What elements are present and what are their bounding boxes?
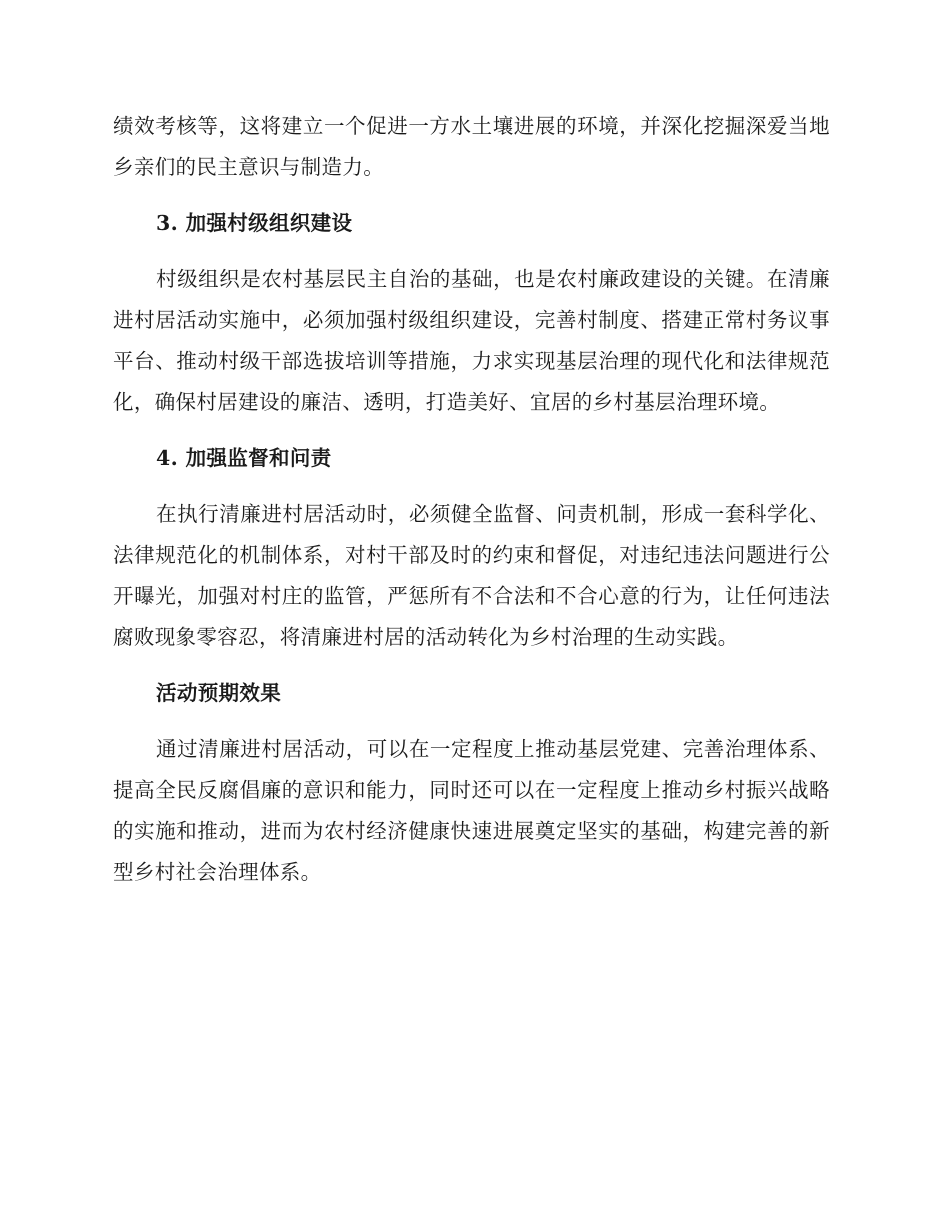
paragraph-supervision: 在执行清廉进村居活动时，必须健全监督、问责机制，形成一套科学化、法律规范化的机制体系，对村干部及时的约束和督促，对违纪违法问题进行公开曝光，加强对村庄的监管，严惩所有不合法和不合心意的行为，让任何违法腐败现象零容忍，将清廉进村居的活动转化为乡村治理的生动实践。 <box>113 502 830 649</box>
paragraph-expected-effects: 通过清廉进村居活动，可以在一定程度上推动基层党建、完善治理体系、提高全民反腐倡廉的意识和能力，同时还可以在一定程度上推动乡村振兴战略的实施和推动，进而为农村经济健康快速进展奠定坚实的基础，构建完善的新型乡村社会治理体系。 <box>113 737 830 884</box>
paragraph-gap <box>113 714 830 729</box>
paragraph-continuation: 绩效考核等，这将建立一个促进一方水土壤进展的环境，并深化挖掘深爱当地乡亲们的民主意识与制造力。 <box>113 114 830 179</box>
document-body <box>113 106 830 893</box>
section-heading-village-organization: 3. 加强村级组织建设 <box>156 211 353 235</box>
paragraph-village-organization: 村级组织是农村基层民主自治的基础，也是农村廉政建设的关键。在清廉进村居活动实施中，必须加强村级组织建设，完善村制度、搭建正常村务议事平台、推动村级干部选拔培训等措施，力求实现基层治理的现代化和法律规范化，确保村居建设的廉洁、透明，打造美好、宜居的乡村基层治理环境。 <box>113 267 830 414</box>
paragraph-gap <box>113 479 830 494</box>
section-heading-expected-effects: 活动预期效果 <box>156 681 282 705</box>
paragraph-gap <box>113 244 830 259</box>
paragraph-gap <box>113 658 830 673</box>
section-heading-supervision: 4. 加强监督和问责 <box>156 446 332 470</box>
paragraph-gap <box>113 188 830 203</box>
paragraph-gap <box>113 423 830 438</box>
